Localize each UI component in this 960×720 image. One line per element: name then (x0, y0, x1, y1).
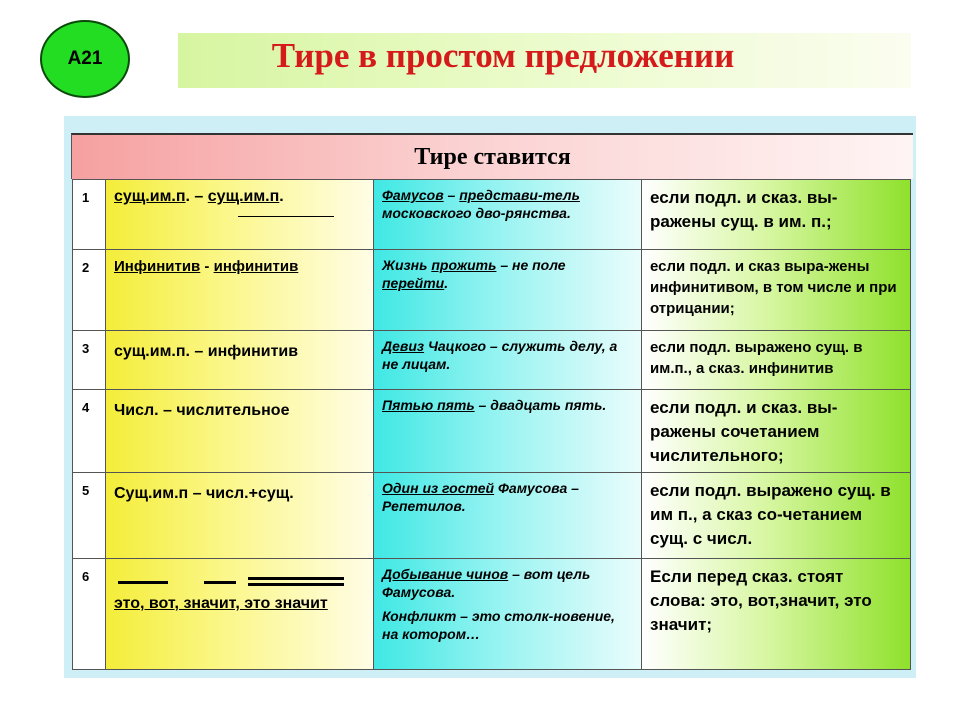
table-row (72, 473, 911, 559)
table-header: Тире ставится (71, 133, 913, 179)
row-number: 4 (72, 390, 105, 472)
subject-line (118, 581, 168, 584)
example-cell: Один из гостей Фамусова – Репетилов. (373, 473, 641, 558)
example-cell: Добывание чинов – вот цель Фамусова. Конфликт – это столк-новение, на котором… (373, 559, 641, 669)
example-cell: Фамусов – представи-тель московского дво-рянства. (373, 179, 641, 249)
rule-cell: если подл. выражено сущ. в им п., а сказ со-четанием сущ. с числ. (641, 473, 911, 558)
rule-cell: если подл. выражено сущ. в им.п., а сказ. инфинитив (641, 331, 911, 389)
scheme-cell: сущ.им.п. – инфинитив (105, 331, 373, 389)
row-number: 5 (72, 473, 105, 558)
table-row (72, 390, 911, 473)
rule-cell: если подл. и сказ. вы-ражены сущ. в им. п.; (641, 179, 911, 249)
scheme-cell: Сущ.им.п – числ.+сущ. (105, 473, 373, 558)
badge-a21: А21 (40, 20, 130, 98)
predicate-line-bottom (248, 583, 344, 586)
row-number: 1 (72, 179, 105, 249)
rule-cell: если подл. и сказ выра-жены инфинитивом, в том числе и при отрицании; (641, 250, 911, 330)
scheme-words: это, вот, значит, это значит (114, 595, 328, 612)
predicate-line (238, 216, 334, 217)
scheme-cell: сущ.им.п. – сущ.им.п. (105, 179, 373, 249)
table-row (72, 179, 911, 250)
rule-cell: если подл. и сказ. вы-ражены сочетанием числительного; (641, 390, 911, 472)
table-row (72, 331, 911, 390)
rule-cell: Если перед сказ. стоят слова: это, вот,значит, это значит; (641, 559, 911, 669)
example-cell: Пятью пять – двадцать пять. (373, 390, 641, 472)
example-cell: Девиз Чацкого – служить делу, а не лицам. (373, 331, 641, 389)
rules-table (72, 179, 911, 670)
example-second: Конфликт – это столк-новение, на котором… (382, 608, 615, 642)
row-number: 6 (72, 559, 105, 669)
dash-line (204, 581, 236, 584)
scheme-cell: Инфинитив - инфинитив (105, 250, 373, 330)
scheme-cell (105, 559, 373, 669)
predicate-line-top (248, 577, 344, 580)
page-title: Тире в простом предложении (271, 36, 735, 75)
example-cell: Жизнь прожить – не поле перейти. (373, 250, 641, 330)
scheme-cell: Числ. – числительное (105, 390, 373, 472)
table-row (72, 559, 911, 670)
row-number: 3 (72, 331, 105, 389)
table-row (72, 250, 911, 331)
row-number: 2 (72, 250, 105, 330)
